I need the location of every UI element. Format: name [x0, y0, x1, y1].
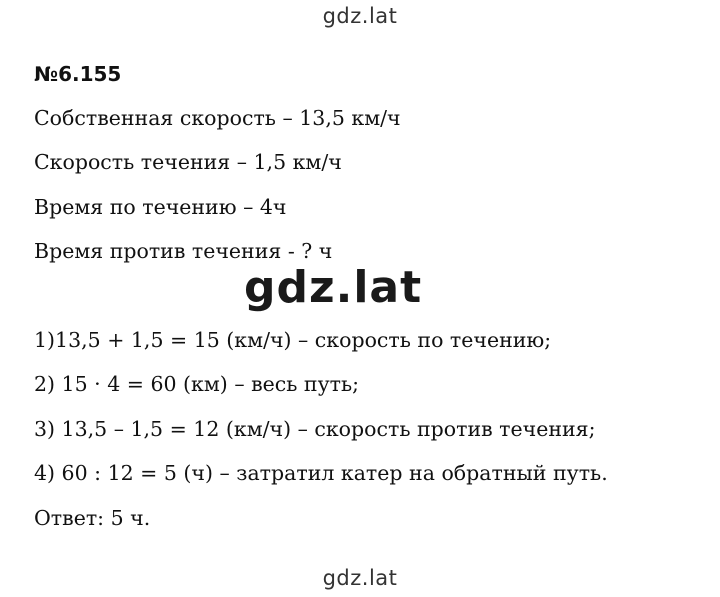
task-number: №6.155 [34, 62, 122, 86]
solution-step: 1)13,5 + 1,5 = 15 (км/ч) – скорость по течению; [34, 328, 552, 352]
watermark-top: gdz.lat [322, 4, 398, 28]
watermark-bottom: gdz.lat [322, 566, 398, 590]
solution-step: 3) 13,5 – 1,5 = 12 (км/ч) – скорость против течения; [34, 417, 596, 441]
given-line: Скорость течения – 1,5 км/ч [34, 150, 342, 174]
answer-line: Ответ: 5 ч. [34, 506, 151, 530]
given-line: Время по течению – 4ч [34, 195, 287, 219]
given-line: Время против течения - ? ч [34, 239, 333, 263]
given-line: Собственная скорость – 13,5 км/ч [34, 106, 401, 130]
watermark-center: gdz.lat [244, 262, 423, 313]
solution-step: 4) 60 : 12 = 5 (ч) – затратил катер на обратный путь. [34, 461, 608, 485]
solution-step: 2) 15 · 4 = 60 (км) – весь путь; [34, 372, 360, 396]
